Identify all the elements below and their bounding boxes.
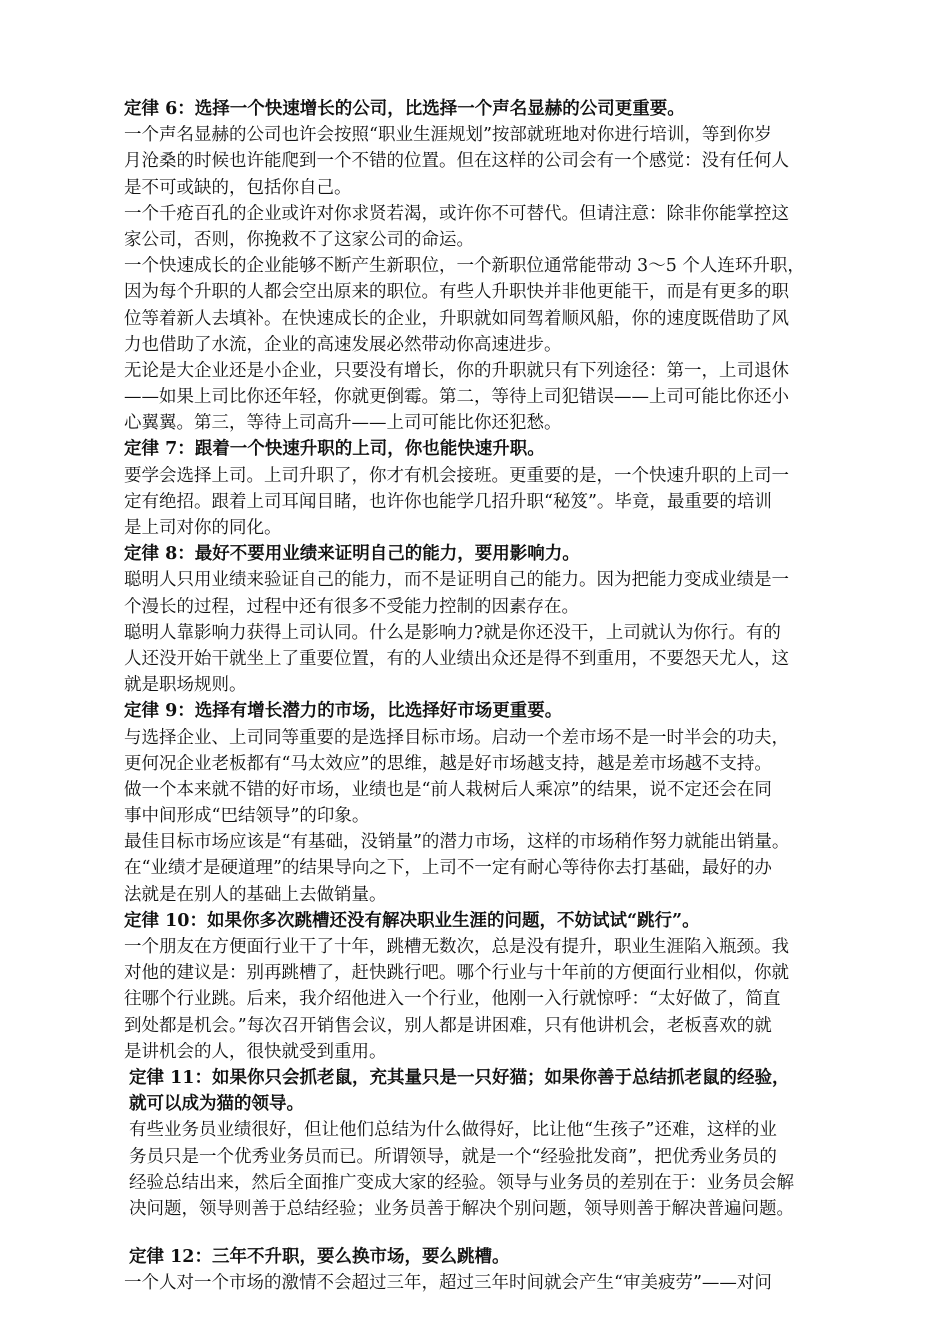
section-heading: 定律 10：如果你多次跳槽还没有解决职业生涯的问题，不妨试试“跳行”。 — [124, 910, 700, 931]
paragraph-line: 往哪个行业跳。后来，我介绍他进入一个行业，他刚一入行就惊呼：“太好做了，简直 — [124, 989, 781, 1010]
paragraph-line: 一个人对一个市场的激情不会超过三年，超过三年时间就会产生“审美疲劳”——对问 — [124, 1273, 772, 1294]
paragraph-line: 就是职场规则。 — [124, 675, 247, 696]
paragraph-line: 做一个本来就不错的好市场，业绩也是“前人栽树后人乘凉”的结果，说不定还会在同 — [124, 779, 772, 800]
paragraph-line: 务员只是一个优秀业务员而已。所谓领导，就是一个“经验批发商”，把优秀业务员的 — [129, 1146, 777, 1167]
paragraph-line: 位等着新人去填补。在快速成长的企业，升职就如同驾着顺风船，你的速度既借助了风 — [124, 308, 789, 329]
paragraph-line: 是上司对你的同化。 — [124, 518, 282, 538]
paragraph-line: 聪明人靠影响力获得上司认同。什么是影响力?就是你还没干，上司就认为你行。有的 — [124, 622, 781, 643]
paragraph-line: 事中间形成“巴结领导”的印象。 — [124, 806, 370, 827]
section-heading: 定律 7：跟着一个快速升职的上司，你也能快速升职。 — [124, 439, 545, 460]
section-heading: 定律 11：如果你只会抓老鼠，充其量只是一只好猫；如果你善于总结抓老鼠的经验， — [129, 1067, 790, 1088]
paragraph-line: 心翼翼。第三，等待上司高升——上司可能比你还犯愁。 — [124, 413, 562, 434]
paragraph-line: 法就是在别人的基础上去做销量。 — [124, 884, 387, 905]
paragraph-line: 更何况企业老板都有“马太效应”的思维，越是好市场越支持，越是差市场越不支持。 — [124, 753, 772, 774]
section-heading: 就可以成为猫的领导。 — [129, 1094, 304, 1115]
paragraph-line: 月沧桑的时候也许能爬到一个不错的位置。但在这样的公司会有一个感觉：没有任何人 — [124, 151, 789, 172]
paragraph-line: 定有绝招。跟着上司耳闻目睹，也许你也能学几招升职“秘笈”。毕竟，最重要的培训 — [124, 491, 772, 512]
paragraph-line: 家公司，否则，你挽救不了这家公司的命运。 — [124, 229, 474, 250]
paragraph-line: 聪明人只用业绩来验证自己的能力，而不是证明自己的能力。因为把能力变成业绩是一 — [124, 570, 789, 591]
section-heading: 定律 9：选择有增长潜力的市场，比选择好市场更重要。 — [124, 701, 563, 722]
paragraph-line: 对他的建议是：别再跳槽了，赶快跳行吧。哪个行业与十年前的方便面行业相似，你就 — [124, 963, 789, 984]
paragraph-line: 与选择企业、上司同等重要的是选择目标市场。启动一个差市场不是一时半会的功夫， — [124, 727, 789, 748]
paragraph-line: 是不可或缺的，包括你自己。 — [124, 177, 352, 198]
section-heading: 定律 8：最好不要用业绩来证明自己的能力，要用影响力。 — [124, 544, 580, 565]
paragraph-line: 要学会选择上司。上司升职了，你才有机会接班。更重要的是，一个快速升职的上司一 — [124, 465, 789, 486]
section-heading: 定律 6：选择一个快速增长的公司，比选择一个声名显赫的公司更重要。 — [124, 99, 685, 119]
paragraph-line: 一个千疮百孔的企业或许对你求贤若渴，或许你不可替代。但请注意：除非你能掌控这 — [124, 203, 789, 224]
paragraph-line: 因为每个升职的人都会空出原来的职位。有些人升职快并非他更能干，而是有更多的职 — [124, 282, 789, 303]
paragraph-line: 经验总结出来，然后全面推广变成大家的经验。领导与业务员的差别在于：业务员会解 — [129, 1172, 794, 1193]
paragraph-line: 在“业绩才是硬道理”的结果导向之下，上司不一定有耐心等待你去打基础，最好的办 — [124, 858, 772, 879]
paragraph-line: ——如果上司比你还年轻，你就更倒霉。第二，等待上司犯错误——上司可能比你还小 — [124, 387, 789, 408]
section-heading: 定律 12：三年不升职，要么换市场，要么跳槽。 — [129, 1247, 510, 1268]
paragraph-line: 无论是大企业还是小企业，只要没有增长，你的升职就只有下列途径：第一，上司退休 — [124, 360, 789, 381]
paragraph-line: 一个朋友在方便面行业干了十年，跳槽无数次，总是没有提升，职业生涯陷入瓶颈。我 — [124, 937, 789, 957]
paragraph-line: 一个快速成长的企业能够不断产生新职位，一个新职位通常能带动 3～5 个人连环升职， — [124, 256, 805, 277]
paragraph-line: 个漫长的过程，过程中还有很多不受能力控制的因素存在。 — [124, 596, 579, 617]
paragraph-line: 到处都是机会。”每次召开销售会议，别人都是讲困难，只有他讲机会，老板喜欢的就 — [124, 1015, 772, 1036]
paragraph-line: 是讲机会的人，很快就受到重用。 — [124, 1041, 387, 1062]
paragraph-line: 有些业务员业绩很好，但让他们总结为什么做得好，比让他“生孩子”还难，这样的业 — [129, 1120, 777, 1141]
blank-line — [124, 1222, 854, 1244]
paragraph-line: 力也借助了水流，企业的高速发展必然带动你高速进步。 — [124, 334, 562, 355]
paragraph-line: 人还没开始干就坐上了重要位置，有的人业绩出众还是得不到重用，不要怨天尤人，这 — [124, 648, 789, 669]
document-body — [124, 96, 854, 1296]
paragraph-line: 一个声名显赫的公司也许会按照“职业生涯规划”按部就班地对你进行培训，等到你岁 — [124, 125, 772, 146]
paragraph-line: 决问题，领导则善于总结经验；业务员善于解决个别问题，领导则善于解决普遍问题。 — [129, 1198, 794, 1219]
paragraph-line: 最佳目标市场应该是“有基础，没销量”的潜力市场，这样的市场稍作努力就能出销量。 — [124, 832, 790, 853]
